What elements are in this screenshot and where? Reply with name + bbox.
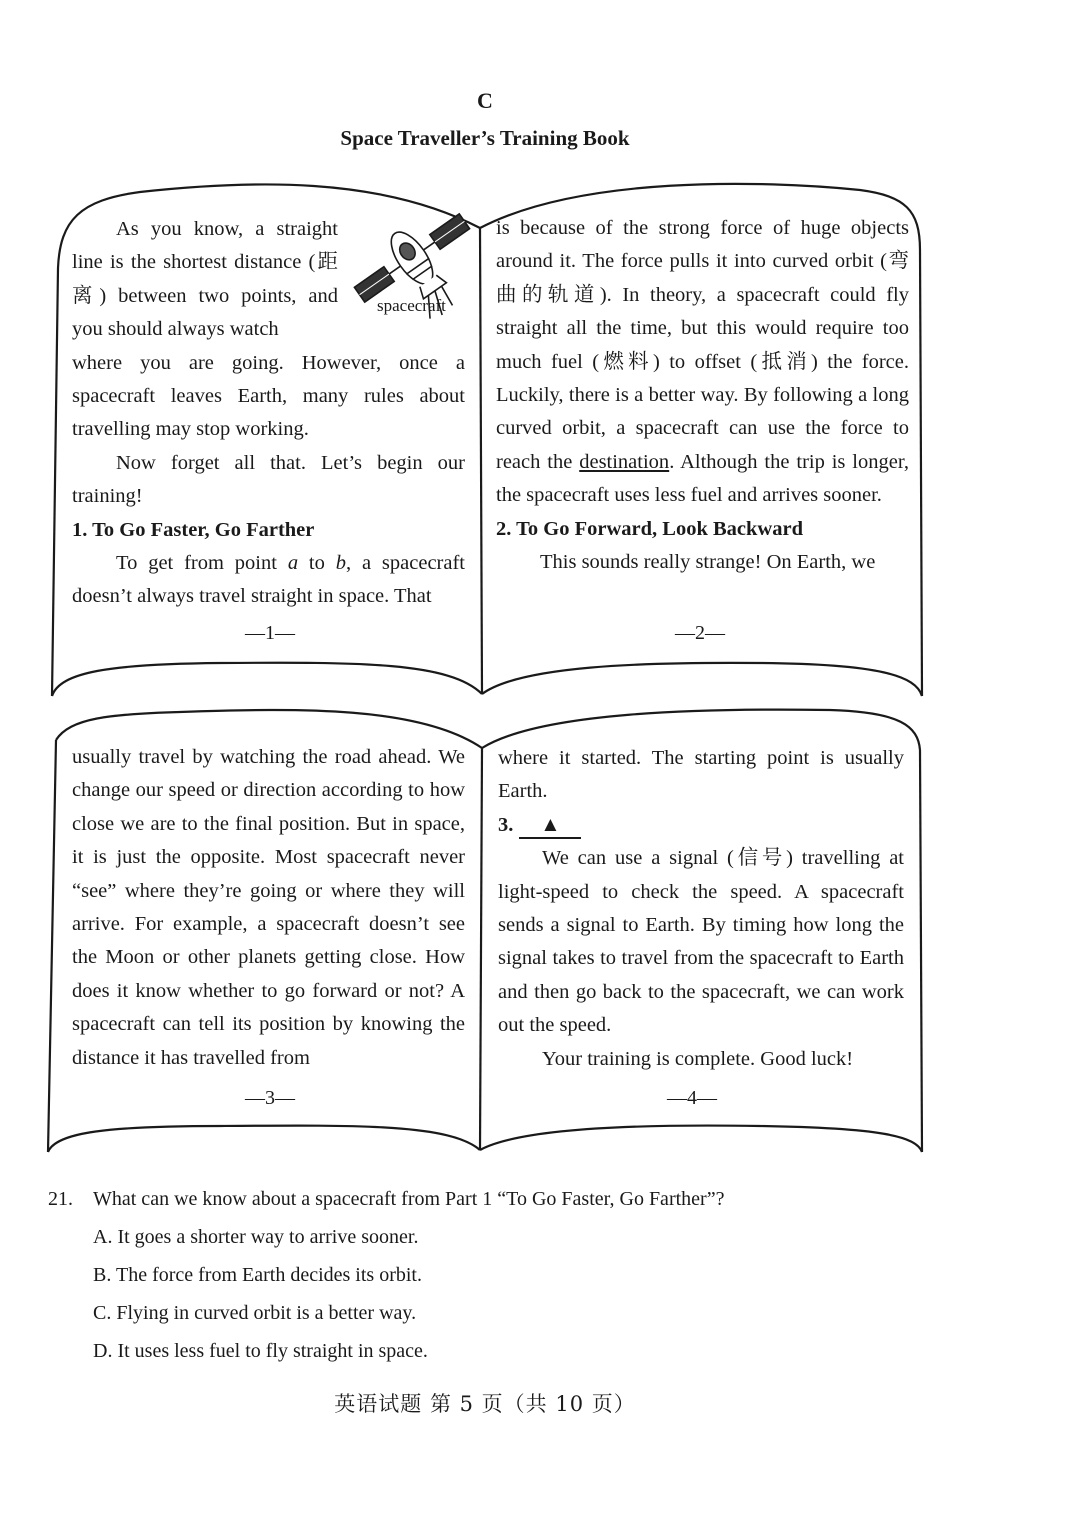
option-a[interactable]: A. It goes a shorter way to arrive sooner. <box>93 1226 419 1248</box>
page4-para3: Your training is complete. Good luck! <box>542 1047 854 1070</box>
heading3-number: 3. <box>498 813 514 836</box>
book1-left-edge <box>52 268 58 696</box>
destination-word: destination <box>579 450 670 473</box>
book2-left-edge <box>48 740 56 1152</box>
book2-right-page-bottom <box>480 1126 922 1152</box>
page1-intro-rest: where you are going. However, once a spacecraft leaves Earth, many rules about travelling may stop working. <box>72 351 465 441</box>
book-page-2 <box>496 212 909 579</box>
page-footer: 英语试题 第 5 页（共 10 页） <box>334 1392 636 1416</box>
page2-para2: This sounds really strange! On Earth, we <box>540 551 876 574</box>
passage-title: Space Traveller’s Training Book <box>340 126 630 150</box>
page-number-3: —3— <box>245 1087 295 1109</box>
book1-right-page-bottom <box>482 663 922 696</box>
section-letter: C <box>477 88 493 113</box>
question-stem: What can we know about a spacecraft from Part 1 “To Go Faster, Go Farther”? <box>93 1188 725 1210</box>
option-d[interactable]: D. It uses less fuel to fly straight in space. <box>93 1340 428 1362</box>
book2-right-edge <box>920 750 922 1152</box>
page4-para1: where it started. The starting point is usually Earth. <box>498 747 904 803</box>
book2-left-page-bottom <box>48 1126 480 1152</box>
page4-heading-blank <box>498 809 904 842</box>
page2-para1-text-a: is because of the strong force of huge objects around it. The force pulls it into curved orbit (弯曲的轨道). In theory, a spacecraft could fly straight all the time, but this would require too much fuel (燃料) to offset (抵消) the force. Luckily, there is a better way. By following a long curved orbit, a spacecraft can use the force to reach the <box>496 217 909 473</box>
page-number-2: —2— <box>675 622 725 644</box>
point-b-label: b <box>335 552 346 575</box>
page2-para1-text-b: . Although the trip is longer, the spacecraft uses less fuel and arrives sooner. <box>496 450 909 507</box>
question-21 <box>48 1180 1028 1370</box>
spacecraft-caption: spacecraft <box>377 296 446 315</box>
page3-para1: usually travel by watching the road ahead. We change our speed or direction according to how close we are to the final position. But in space, it is just the opposite. Most spacecraft never “see” where they’re going or where they will arrive. For example, a spacecraft doesn’t see the Moon or other planets getting close. How does it know whether to go forward or not? A spacecraft can tell its position by knowing the distance it has travelled from <box>72 746 465 1069</box>
page1-heading: 1. To Go Faster, Go Farther <box>72 518 315 541</box>
book-page-3 <box>72 741 465 1075</box>
page4-para2: We can use a signal (信号) travelling at light-speed to check the speed. A spacecraft sends a signal to Earth. By timing how long the signal takes to travel from the spacecraft to Earth and then go back to the spacecraft, we can work out the speed. <box>498 847 904 1037</box>
heading3-answer-blank: ▲ <box>519 813 581 839</box>
page1-para3-text-c: , a spacecraft doesn’t always travel straight in space. That <box>72 552 465 608</box>
page1-para3-text-a: To get from point <box>116 552 288 575</box>
point-a-label: a <box>287 552 299 575</box>
page-number-4: —4— <box>667 1087 717 1109</box>
option-b[interactable]: B. The force from Earth decides its orbit. <box>93 1264 422 1286</box>
book1-spine <box>480 228 482 694</box>
page2-para1 <box>496 212 909 513</box>
book2-spine <box>480 748 482 1150</box>
question-number: 21. <box>48 1188 73 1210</box>
page1-para3 <box>72 547 465 614</box>
page2-heading: 2. To Go Forward, Look Backward <box>496 517 803 540</box>
page1-para3-text-b: to <box>298 552 336 575</box>
page1-intro-top: As you know, a straight line is the shortest distance (距离) between two points, and you should always watch <box>72 218 338 341</box>
question-stem-row <box>48 1180 1028 1218</box>
book1-left-page-bottom <box>52 663 482 696</box>
option-c[interactable]: C. Flying in curved orbit is a better way. <box>93 1302 417 1324</box>
book-page-4 <box>498 742 904 1076</box>
page1-para2: Now forget all that. Let’s begin our training! <box>72 451 465 508</box>
page-number-1: —1— <box>245 622 295 644</box>
book-page-1 <box>72 213 465 614</box>
book1-right-edge <box>920 250 922 696</box>
